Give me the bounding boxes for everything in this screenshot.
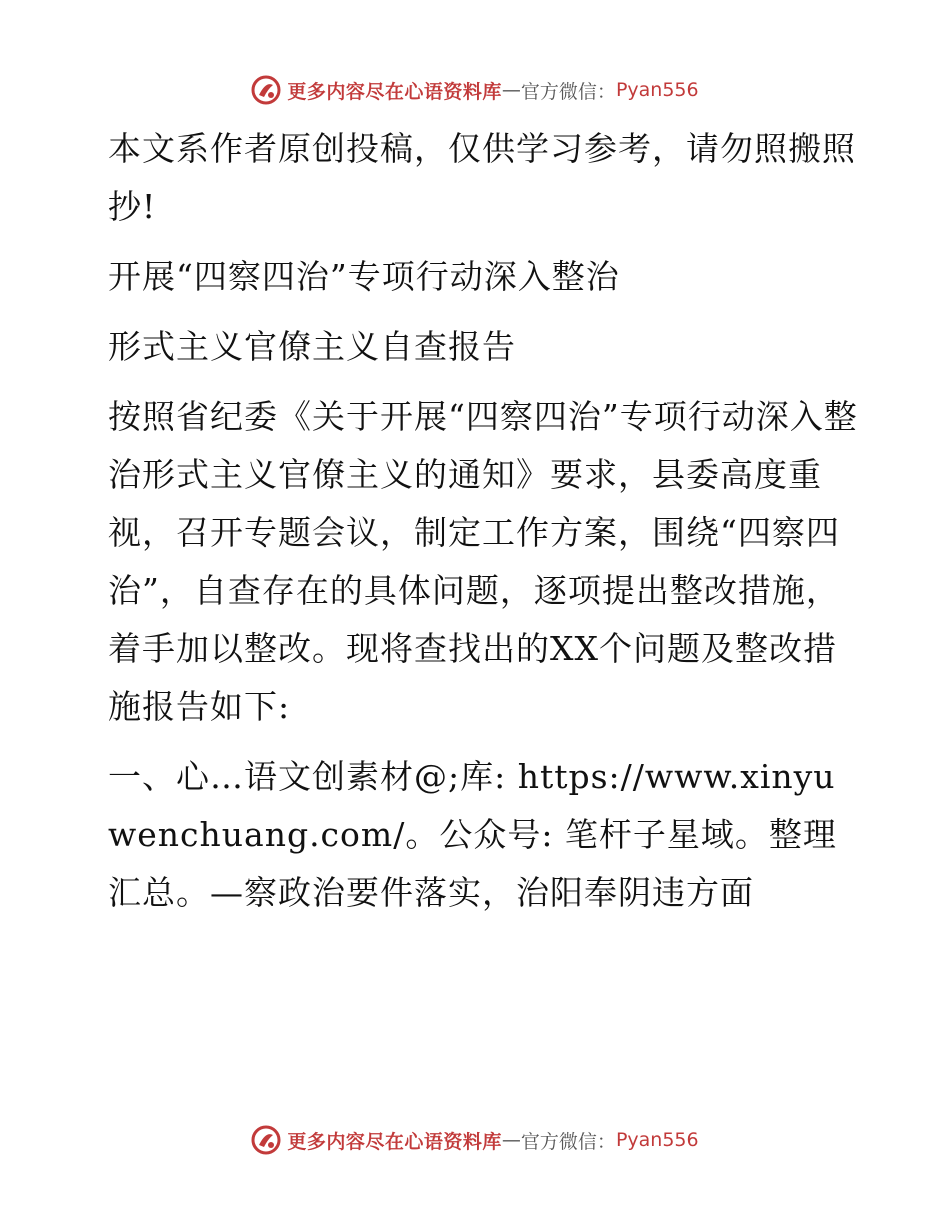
banner-wechat-id: Pyan556 bbox=[615, 79, 699, 101]
banner-wechat-label: 官方微信： bbox=[520, 1130, 616, 1153]
banner-title: 更多内容尽在心语资料库 bbox=[287, 1130, 502, 1153]
brand-logo-icon bbox=[251, 1125, 281, 1155]
footer-watermark-banner bbox=[0, 1120, 950, 1160]
header-watermark-banner bbox=[0, 70, 950, 110]
banner-wechat-id: Pyan556 bbox=[615, 1129, 699, 1151]
banner-wechat-label: 官方微信： bbox=[520, 80, 616, 103]
document-body bbox=[98, 120, 858, 934]
section-1-heading: 一、心…语文创素材@;库: https://www.xinyuwenchuang.com/。公众号: 笔杆子星域。整理汇总。—察政治要件落实，治阳奉阴违方面 bbox=[108, 757, 837, 912]
document-title-line-2: 形式主义官僚主义自查报告 bbox=[108, 327, 516, 366]
intro-paragraph: 按照省纪委《关于开展“四察四治”专项行动深入整治形式主义官僚主义的通知》要求，县委高度重视，召开专题会议，制定工作方案，围绕“四察四治”，自查存在的具体问题，逐项提出整改措施，着手加以整改。现将查找出的XX个问题及整改措施报告如下: bbox=[108, 397, 858, 726]
brand-logo-icon bbox=[251, 75, 281, 105]
disclaimer-paragraph: 本文系作者原创投稿，仅供学习参考，请勿照搬照抄! bbox=[108, 129, 856, 226]
banner-title: 更多内容尽在心语资料库 bbox=[287, 80, 502, 103]
banner-dash: — bbox=[501, 1129, 521, 1151]
banner-dash: — bbox=[501, 79, 521, 101]
document-title-line-1: 开展“四察四治”专项行动深入整治 bbox=[108, 257, 620, 296]
